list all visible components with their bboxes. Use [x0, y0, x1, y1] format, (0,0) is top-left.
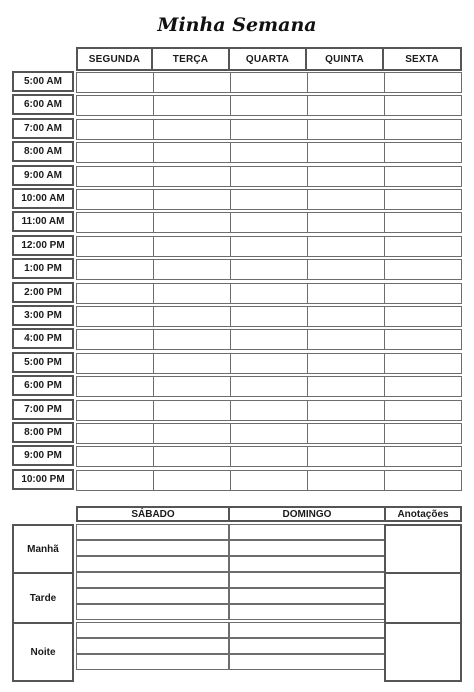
weekend-entry-line[interactable] — [76, 638, 230, 654]
schedule-cell[interactable] — [76, 423, 153, 444]
schedule-cell[interactable] — [230, 142, 307, 163]
weekend-entry-line[interactable] — [228, 572, 386, 588]
schedule-cell[interactable] — [76, 283, 153, 304]
schedule-cell[interactable] — [230, 189, 307, 210]
weekend-entry-line[interactable] — [228, 588, 386, 604]
schedule-cell[interactable] — [307, 329, 384, 350]
weekend-entry-line[interactable] — [76, 604, 230, 620]
schedule-cell[interactable] — [76, 376, 153, 397]
schedule-cell[interactable] — [76, 212, 153, 233]
header-thursday: QUINTA — [305, 47, 384, 71]
header-saturday: SÁBADO — [76, 506, 230, 522]
header-tuesday: TERÇA — [151, 47, 230, 71]
time-slot-label: 9:00 PM — [12, 445, 74, 466]
header-monday: SEGUNDA — [76, 47, 153, 71]
schedule-cell[interactable] — [230, 72, 307, 93]
schedule-cell[interactable] — [76, 329, 153, 350]
time-slot-label: 3:00 PM — [12, 305, 74, 326]
schedule-cell[interactable] — [153, 423, 230, 444]
schedule-cell[interactable] — [76, 470, 153, 491]
schedule-cell[interactable] — [307, 283, 384, 304]
schedule-cell[interactable] — [153, 470, 230, 491]
schedule-cell[interactable] — [307, 236, 384, 257]
weekend-entry-line[interactable] — [228, 524, 386, 540]
schedule-cell[interactable] — [76, 306, 153, 327]
schedule-cell[interactable] — [307, 95, 384, 116]
schedule-cell[interactable] — [153, 72, 230, 93]
weekend-entry-line[interactable] — [76, 540, 230, 556]
schedule-cell[interactable] — [384, 376, 462, 397]
schedule-cell[interactable] — [153, 189, 230, 210]
schedule-cell[interactable] — [307, 423, 384, 444]
time-slot-label: 10:00 AM — [12, 188, 74, 209]
weekend-entry-line[interactable] — [228, 654, 386, 670]
header-notes: Anotações — [384, 506, 462, 522]
schedule-cell[interactable] — [153, 306, 230, 327]
header-friday: SEXTA — [382, 47, 462, 71]
schedule-cell[interactable] — [307, 306, 384, 327]
schedule-cell[interactable] — [307, 189, 384, 210]
weekend-entry-line[interactable] — [76, 572, 230, 588]
schedule-cell[interactable] — [307, 72, 384, 93]
header-wednesday: QUARTA — [228, 47, 307, 71]
schedule-cell[interactable] — [230, 212, 307, 233]
weekend-entry-line[interactable] — [76, 622, 230, 638]
time-slot-label: 11:00 AM — [12, 211, 74, 232]
schedule-cell[interactable] — [384, 95, 462, 116]
weekend-entry-line[interactable] — [76, 556, 230, 572]
schedule-cell[interactable] — [230, 446, 307, 467]
period-morning: Manhã — [12, 524, 74, 574]
notes-area[interactable] — [384, 572, 462, 624]
schedule-cell[interactable] — [153, 119, 230, 140]
period-evening: Noite — [12, 622, 74, 682]
weekend-entry-line[interactable] — [76, 524, 230, 540]
schedule-cell[interactable] — [384, 423, 462, 444]
schedule-cell[interactable] — [230, 306, 307, 327]
schedule-cell[interactable] — [230, 376, 307, 397]
schedule-cell[interactable] — [153, 283, 230, 304]
schedule-cell[interactable] — [153, 236, 230, 257]
schedule-cell[interactable] — [153, 329, 230, 350]
page-title: Minha Semana — [157, 14, 317, 36]
schedule-cell[interactable] — [384, 470, 462, 491]
schedule-cell[interactable] — [230, 166, 307, 187]
schedule-cell[interactable] — [307, 400, 384, 421]
weekend-entry-line[interactable] — [228, 540, 386, 556]
schedule-cell[interactable] — [307, 212, 384, 233]
schedule-cell[interactable] — [384, 119, 462, 140]
schedule-cell[interactable] — [384, 212, 462, 233]
schedule-cell[interactable] — [153, 446, 230, 467]
time-slot-label: 9:00 AM — [12, 165, 74, 186]
time-slot-label: 2:00 PM — [12, 282, 74, 303]
schedule-cell[interactable] — [307, 470, 384, 491]
schedule-cell[interactable] — [153, 166, 230, 187]
weekend-entry-line[interactable] — [76, 588, 230, 604]
time-slot-label: 10:00 PM — [12, 469, 74, 490]
schedule-cell[interactable] — [76, 72, 153, 93]
schedule-cell[interactable] — [153, 400, 230, 421]
time-slot-label: 7:00 AM — [12, 118, 74, 139]
schedule-cell[interactable] — [307, 119, 384, 140]
header-sunday: DOMINGO — [228, 506, 386, 522]
schedule-cell[interactable] — [76, 119, 153, 140]
schedule-cell[interactable] — [153, 376, 230, 397]
schedule-cell[interactable] — [307, 166, 384, 187]
schedule-cell[interactable] — [307, 259, 384, 280]
time-slot-label: 6:00 AM — [12, 94, 74, 115]
schedule-cell[interactable] — [76, 166, 153, 187]
schedule-cell[interactable] — [307, 353, 384, 374]
schedule-cell[interactable] — [384, 72, 462, 93]
schedule-cell[interactable] — [384, 400, 462, 421]
time-slot-label: 12:00 PM — [12, 235, 74, 256]
notes-area[interactable] — [384, 622, 462, 682]
schedule-cell[interactable] — [384, 306, 462, 327]
schedule-cell[interactable] — [76, 400, 153, 421]
weekend-table — [12, 506, 462, 682]
time-slot-label: 4:00 PM — [12, 328, 74, 349]
schedule-cell[interactable] — [307, 142, 384, 163]
schedule-cell[interactable] — [153, 259, 230, 280]
period-afternoon: Tarde — [12, 572, 74, 624]
time-slot-label: 8:00 AM — [12, 141, 74, 162]
schedule-cell[interactable] — [153, 212, 230, 233]
schedule-cell[interactable] — [153, 95, 230, 116]
schedule-cell[interactable] — [230, 400, 307, 421]
schedule-cell[interactable] — [384, 329, 462, 350]
schedule-cell[interactable] — [384, 259, 462, 280]
weekend-entry-line[interactable] — [228, 556, 386, 572]
schedule-cell[interactable] — [384, 142, 462, 163]
schedule-cell[interactable] — [153, 142, 230, 163]
schedule-cell[interactable] — [230, 95, 307, 116]
time-slot-label: 8:00 PM — [12, 422, 74, 443]
time-slot-label: 1:00 PM — [12, 258, 74, 279]
weekend-entry-line[interactable] — [228, 638, 386, 654]
schedule-cell[interactable] — [384, 353, 462, 374]
schedule-cell[interactable] — [230, 353, 307, 374]
weekly-schedule-table — [12, 47, 462, 493]
schedule-cell[interactable] — [76, 189, 153, 210]
time-slot-label: 7:00 PM — [12, 399, 74, 420]
schedule-cell[interactable] — [76, 259, 153, 280]
schedule-cell[interactable] — [384, 189, 462, 210]
time-slot-label: 6:00 PM — [12, 375, 74, 396]
time-slot-label: 5:00 AM — [12, 71, 74, 92]
weekend-entry-line[interactable] — [228, 622, 386, 638]
schedule-cell[interactable] — [230, 259, 307, 280]
schedule-cell[interactable] — [307, 446, 384, 467]
schedule-cell[interactable] — [384, 446, 462, 467]
schedule-cell[interactable] — [76, 353, 153, 374]
schedule-cell[interactable] — [76, 95, 153, 116]
schedule-cell[interactable] — [384, 166, 462, 187]
schedule-cell[interactable] — [76, 446, 153, 467]
schedule-cell[interactable] — [384, 236, 462, 257]
schedule-cell[interactable] — [230, 470, 307, 491]
schedule-cell[interactable] — [76, 142, 153, 163]
schedule-cell[interactable] — [384, 283, 462, 304]
schedule-cell[interactable] — [76, 236, 153, 257]
schedule-cell[interactable] — [153, 353, 230, 374]
schedule-cell[interactable] — [230, 283, 307, 304]
schedule-cell[interactable] — [230, 423, 307, 444]
schedule-cell[interactable] — [230, 329, 307, 350]
schedule-cell[interactable] — [230, 236, 307, 257]
notes-area[interactable] — [384, 524, 462, 574]
schedule-cell[interactable] — [230, 119, 307, 140]
schedule-cell[interactable] — [307, 376, 384, 397]
weekend-entry-line[interactable] — [76, 654, 230, 670]
time-slot-label: 5:00 PM — [12, 352, 74, 373]
weekend-entry-line[interactable] — [228, 604, 386, 620]
